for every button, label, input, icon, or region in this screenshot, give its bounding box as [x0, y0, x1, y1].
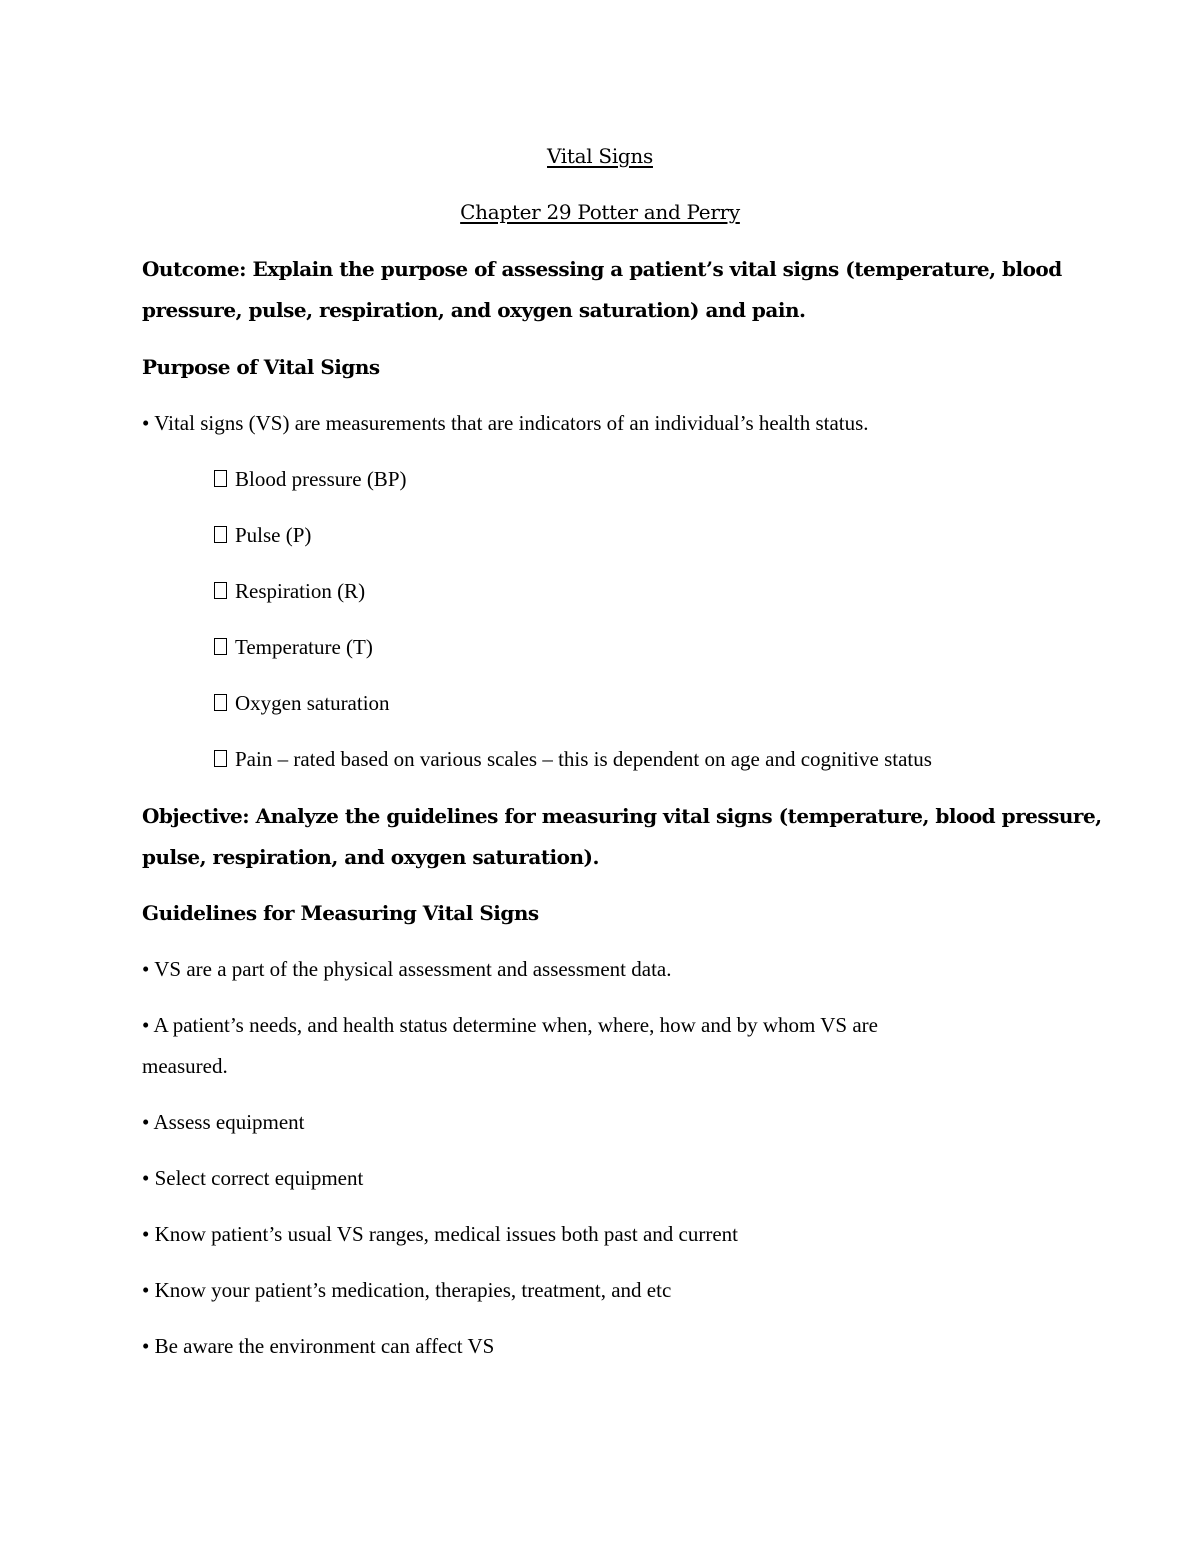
list-item: Respiration (R)	[214, 579, 365, 603]
list-item: Pulse (P)	[214, 523, 311, 547]
guideline-bullet: • Be aware the environment can affect VS	[142, 1334, 495, 1358]
guideline-bullet: • Know patient’s usual VS ranges, medical issues both past and current	[142, 1222, 739, 1246]
guideline-bullet: • Select correct equipment	[142, 1166, 364, 1190]
checkbox-icon	[214, 638, 227, 655]
guideline-bullet: • Know your patient’s medication, therapies, treatment, and etc	[142, 1278, 672, 1302]
checkbox-icon	[214, 470, 227, 487]
section-heading-purpose: Purpose of Vital Signs	[142, 355, 380, 379]
guideline-bullet: • VS are a part of the physical assessment and assessment data.	[142, 957, 672, 981]
checkbox-icon	[214, 750, 227, 767]
objective-line-1: Objective: Analyze the guidelines for measuring vital signs (temperature, blood pressure,	[142, 804, 1102, 828]
list-item: Temperature (T)	[214, 635, 373, 659]
list-item: Oxygen saturation	[214, 691, 390, 715]
objective-line-2: pulse, respiration, and oxygen saturation).	[142, 845, 599, 869]
list-item: Pain – rated based on various scales – this is dependent on age and cognitive status	[214, 747, 932, 771]
checkbox-icon	[214, 526, 227, 543]
outcome-line-2: pressure, pulse, respiration, and oxygen saturation) and pain.	[142, 298, 806, 322]
guideline-bullet: • Assess equipment	[142, 1110, 305, 1134]
guideline-bullet: • A patient’s needs, and health status determine when, where, how and by whom VS are	[142, 1013, 878, 1037]
page-subtitle: Chapter 29 Potter and Perry	[460, 200, 740, 224]
checkbox-icon	[214, 582, 227, 599]
list-item: Blood pressure (BP)	[214, 467, 407, 491]
checkbox-icon	[214, 694, 227, 711]
guideline-bullet-continuation: measured.	[142, 1054, 228, 1078]
outcome-line-1: Outcome: Explain the purpose of assessing a patient’s vital signs (temperature, blood	[142, 257, 1062, 281]
purpose-bullet: • Vital signs (VS) are measurements that are indicators of an individual’s health status.	[142, 411, 869, 435]
section-heading-guidelines: Guidelines for Measuring Vital Signs	[142, 901, 539, 925]
page-title: Vital Signs	[547, 144, 653, 168]
